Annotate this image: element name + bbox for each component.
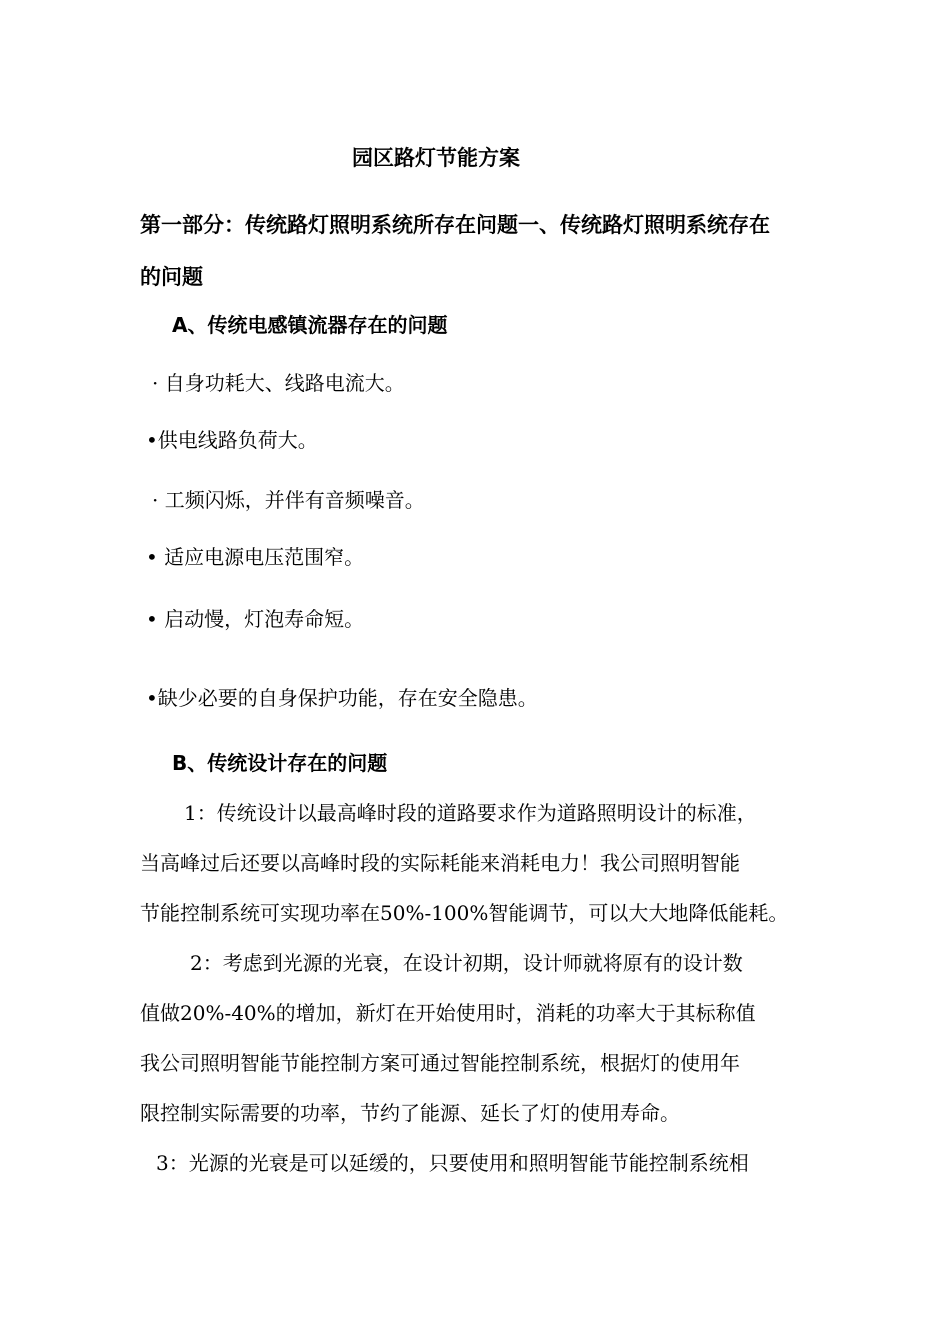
section-a-item: · 工频闪烁，并伴有音频噪音。 [152, 488, 425, 512]
section-b-line: 当高峰过后还要以高峰时段的实际耗能来消耗电力！我公司照明智能 [140, 851, 740, 875]
section-a-item: • 启动慢，灯泡寿命短。 [146, 607, 365, 631]
section-b-line: 限控制实际需要的功率，节约了能源、延长了灯的使用寿命。 [140, 1101, 680, 1125]
section-b-heading: B、传统设计存在的问题 [172, 751, 388, 775]
section-a-item: •供电线路负荷大。 [146, 428, 318, 452]
section-a-item: •缺少必要的自身保护功能，存在安全隐患。 [146, 686, 538, 710]
document-title: 园区路灯节能方案 [352, 146, 520, 170]
section-b-line: 我公司照明智能节能控制方案可通过智能控制系统，根据灯的使用年 [140, 1051, 740, 1075]
section-b-line: 值做20%-40%的增加，新灯在开始使用时，消耗的功率大于其标称值 [140, 1001, 756, 1025]
section-b-line: 节能控制系统可实现功率在50%-100%智能调节，可以大大地降低能耗。 [140, 901, 789, 925]
section-a-item: · 自身功耗大、线路电流大。 [152, 371, 405, 395]
section-a-item: • 适应电源电压范围窄。 [146, 545, 365, 569]
section-b-line: 3：光源的光衰是可以延缓的，只要使用和照明智能节能控制系统相 [156, 1151, 749, 1175]
section-b-line: 1：传统设计以最高峰时段的道路要求作为道路照明设计的标准， [184, 801, 757, 825]
section-a-heading: A、传统电感镇流器存在的问题 [172, 313, 448, 337]
part1-heading-line2: 的问题 [140, 265, 203, 289]
part1-heading-line1: 第一部分：传统路灯照明系统所存在问题一、传统路灯照明系统存在 [140, 213, 770, 237]
section-b-line: 2：考虑到光源的光衰，在设计初期，设计师就将原有的设计数 [190, 951, 743, 975]
